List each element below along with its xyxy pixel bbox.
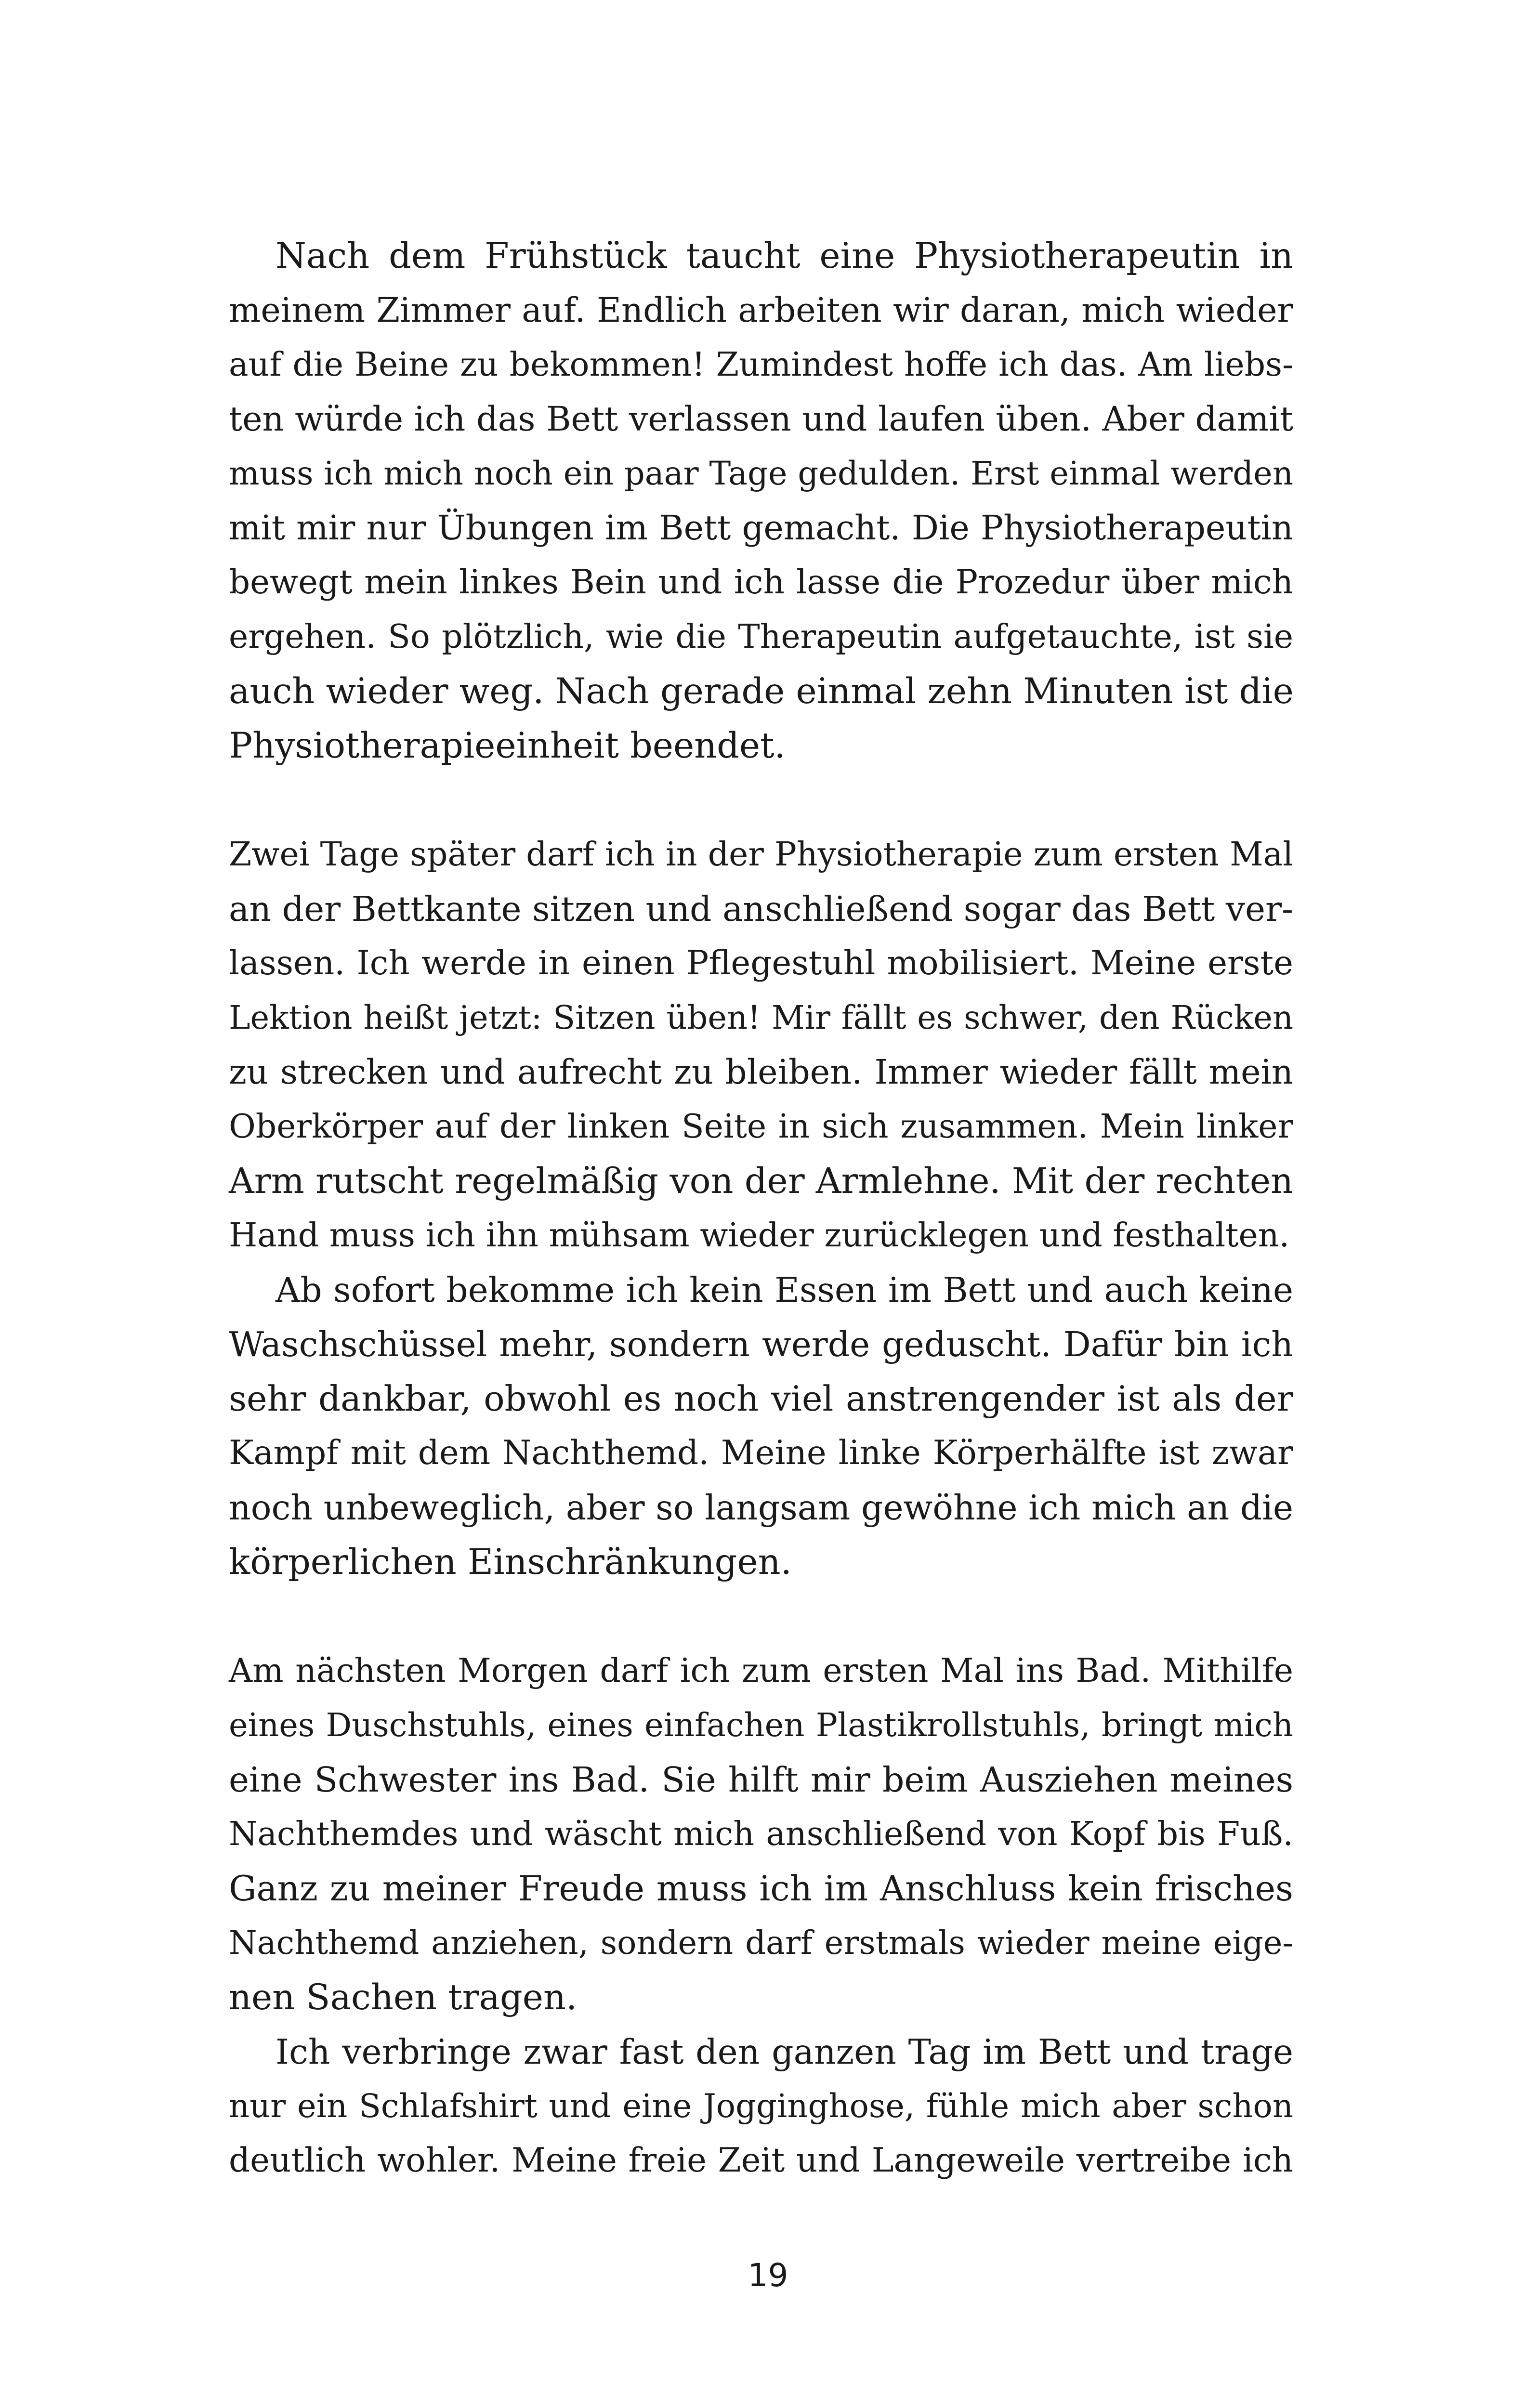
text-line: Am nächsten Morgen darf ich zum ersten Mal ins Bad. Mithilfe xyxy=(229,1652,1293,1690)
text-line: eines Duschstuhls, eines einfachen Plastikrollstuhls, bringt mich xyxy=(229,1706,1293,1744)
body-text xyxy=(229,229,1293,2188)
paragraph xyxy=(229,2025,1293,2188)
text-line: noch unbeweglich, aber so langsam gewöhne ich mich an die xyxy=(229,1488,1293,1528)
paragraph xyxy=(229,229,1293,773)
paragraph-gap xyxy=(229,1589,1293,1644)
text-line: auf die Beine zu bekommen! Zumindest hoffe ich das. Am liebs- xyxy=(229,346,1293,384)
text-line: Hand muss ich ihn mühsam wieder zurücklegen und festhalten. xyxy=(229,1217,1290,1255)
text-line: Oberkörper auf der linken Seite in sich zusammen. Mein linker xyxy=(229,1108,1293,1146)
text-line: mit mir nur Übungen im Bett gemacht. Die Physiotherapeutin xyxy=(229,508,1293,548)
text-line: nen Sachen tragen. xyxy=(229,1977,578,2018)
text-line: Lektion heißt jetzt: Sitzen üben! Mir fällt es schwer, den Rücken xyxy=(229,999,1293,1036)
text-line: Kampf mit dem Nachthemd. Meine linke Körperhälfte ist zwar xyxy=(229,1434,1293,1472)
text-line: muss ich mich noch ein paar Tage gedulden. Erst einmal werden xyxy=(229,455,1293,492)
text-line: lassen. Ich werde in einen Pflegestuhl mobilisiert. Meine erste xyxy=(229,944,1293,982)
text-line: Arm rutscht regelmäßig von der Armlehne. Mit der rechten xyxy=(229,1161,1294,1202)
text-line: körperlichen Einschränkungen. xyxy=(229,1542,792,1583)
text-line: Nachthemd anziehen, sondern darf erstmals wieder meine eige- xyxy=(229,1924,1293,1962)
text-line: Waschschüssel mehr, sondern werde geduscht. Dafür bin ich xyxy=(229,1324,1293,1364)
text-line: Ganz zu meiner Freude muss ich im Anschluss kein frisches xyxy=(229,1868,1293,1909)
text-line: nur ein Schlafshirt und eine Jogginghose, fühle mich aber schon xyxy=(229,2087,1293,2125)
text-line: sehr dankbar, obwohl es noch viel anstrengender ist als der xyxy=(229,1378,1293,1419)
paragraph xyxy=(229,1644,1293,2025)
text-line: zu strecken und aufrecht zu bleiben. Immer wieder fällt mein xyxy=(229,1052,1293,1092)
paragraph xyxy=(229,827,1293,1263)
text-line: Nachthemdes und wäscht mich anschließend von Kopf bis Fuß. xyxy=(229,1815,1293,1853)
text-line: Ab sofort bekomme ich kein Essen im Bett und auch keine xyxy=(276,1270,1293,1310)
text-line: deutlich wohler. Meine freie Zeit und Langeweile vertreibe ich xyxy=(229,2141,1293,2180)
page-number: 19 xyxy=(748,2257,788,2294)
text-line: eine Schwester ins Bad. Sie hilft mir beim Ausziehen meines xyxy=(229,1760,1293,1800)
text-line: auch wieder weg. Nach gerade einmal zehn Minuten ist die xyxy=(229,671,1294,712)
text-line: Nach dem Frühstück taucht eine Physiotherapeutin in xyxy=(276,236,1293,276)
paragraph-gap xyxy=(229,773,1293,827)
text-line: an der Bettkante sitzen und anschließend sogar das Bett ver- xyxy=(229,889,1293,929)
text-line: ergehen. So plötzlich, wie die Therapeutin aufgetauchte, ist sie xyxy=(229,618,1293,656)
text-line: bewegt mein linkes Bein und ich lasse die Prozedur über mich xyxy=(229,563,1293,602)
text-line: ten würde ich das Bett verlassen und laufen üben. Aber damit xyxy=(229,399,1293,439)
text-line: Zwei Tage später darf ich in der Physiotherapie zum ersten Mal xyxy=(229,836,1293,874)
paragraph xyxy=(229,1263,1293,1589)
text-line: Ich verbringe zwar fast den ganzen Tag im Bett und trage xyxy=(276,2032,1293,2072)
text-line: meinem Zimmer auf. Endlich arbeiten wir daran, mich wieder xyxy=(229,290,1293,330)
text-line: Physiotherapieeinheit beendet. xyxy=(229,725,786,766)
